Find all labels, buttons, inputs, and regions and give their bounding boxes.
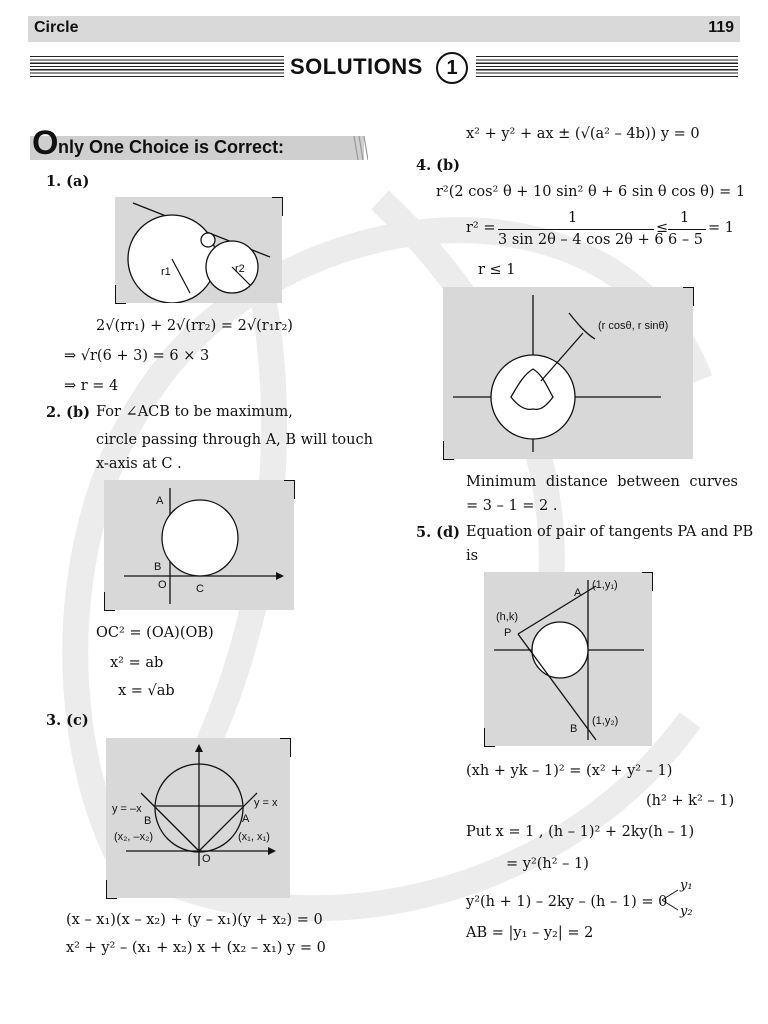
q3-fig-x1: (x₁, x₁) (238, 831, 270, 843)
fig-corner (280, 738, 291, 757)
q4-fig-label: (r cosθ, r sinθ) (598, 320, 669, 332)
q3-eq3: x² + y² + ax ± (√(a² – 4b)) y = 0 (466, 126, 700, 142)
title-rule-left (30, 56, 284, 78)
banner-end-stripes (352, 136, 368, 160)
q1-figure (115, 197, 282, 303)
q5-eq6: AB = |y₁ – y₂| = 2 (466, 925, 594, 941)
fig-corner (106, 880, 117, 899)
q4-eq2-den2: 6 – 5 (668, 232, 703, 248)
title-rule-right (476, 56, 738, 78)
q5-eq5-y2: y₂ (680, 904, 693, 919)
q3-fig-B: B (144, 815, 152, 827)
q5-fig-y1: (1,y₁) (592, 579, 618, 591)
q5-line1: Equation of pair of tangents PA and PB (466, 524, 754, 540)
q4-eq2-rhs: = 1 (708, 220, 734, 236)
q2-fig-B: B (154, 561, 162, 573)
q1-eq3: ⇒ r = 4 (64, 378, 119, 394)
q3-fig-y-neg-x: y = –x (112, 803, 142, 815)
fig-corner (284, 480, 295, 499)
q3-fig-y-x: y = x (254, 797, 278, 809)
section-title: nly One Choice is Correct: (58, 137, 285, 157)
q5-fig-A: A (574, 587, 582, 599)
q4-label: 4. (b) (416, 157, 461, 174)
q5-eq2: (h² + k² – 1) (646, 793, 735, 809)
q4-eq1: r²(2 cos² θ + 10 sin² θ + 6 sin θ cos θ) = 1 (436, 184, 746, 200)
q3-figure (106, 738, 290, 898)
q2-label: 2. (b) (46, 404, 91, 421)
q2-line1: For ∠ACB to be maximum, (96, 404, 293, 420)
q4-text1: Minimum distance between curves (466, 474, 738, 490)
q2-fig-C: C (196, 583, 204, 595)
q1-eq2: ⇒ √r(6 + 3) = 6 × 3 (64, 348, 210, 364)
q2-fig-A: A (156, 495, 164, 507)
q1-fig-r2: r2 (235, 263, 245, 275)
q2-line3: x-axis at C . (96, 456, 182, 472)
q5-fig-P: P (504, 627, 512, 639)
q5-fig-hk: (h,k) (496, 611, 518, 623)
q1-eq1: 2√(rr₁) + 2√(rr₂) = 2√(r₁r₂) (96, 318, 293, 334)
q4-eq2-den: 3 sin 2θ – 4 cos 2θ + 6 (498, 232, 664, 248)
solutions-number: 1 (436, 52, 468, 84)
q2-eq2: x² = ab (110, 655, 164, 671)
q5-figure (484, 572, 652, 746)
fraction-bar (668, 229, 706, 230)
q4-eq2-num2: 1 (680, 210, 690, 226)
q3-fig-x2: (x₂, –x₂) (114, 831, 154, 843)
fig-corner (484, 728, 495, 747)
q4-eq2-le: ≤ (656, 220, 669, 236)
q1-label: 1. (a) (46, 173, 90, 190)
q3-eq2: x² + y² – (x₁ + x₂) x + (x₂ – x₁) y = 0 (66, 940, 326, 956)
chapter-title: Circle (34, 19, 79, 36)
branch-arrows (660, 886, 680, 914)
q5-label: 5. (d) (416, 524, 461, 541)
q3-fig-O: O (202, 853, 211, 865)
q1-fig-r1: r1 (161, 266, 171, 278)
fig-corner (115, 285, 126, 304)
q4-figure (443, 287, 693, 459)
fig-corner (272, 197, 283, 216)
q3-label: 3. (c) (46, 712, 89, 729)
q5-eq4: = y²(h² – 1) (506, 856, 589, 872)
solutions-title: SOLUTIONS (290, 54, 423, 79)
section-initial: O (32, 124, 59, 162)
q2-line2: circle passing through A, B will touch (96, 432, 373, 448)
q4-text2: = 3 – 1 = 2 . (466, 498, 558, 514)
q2-fig-O: O (158, 579, 167, 591)
q4-eq2-lhs: r² = (466, 220, 496, 236)
q5-eq1: (xh + yk – 1)² = (x² + y² – 1) (466, 763, 673, 779)
page-number: 119 (708, 19, 734, 36)
q5-eq3: Put x = 1 , (h – 1)² + 2ky(h – 1) (466, 824, 695, 840)
fig-corner (683, 287, 694, 306)
q4-eq3: r ≤ 1 (478, 262, 516, 278)
running-header (28, 16, 740, 42)
fig-corner (443, 441, 454, 460)
q5-eq5-y1: y₁ (680, 878, 693, 893)
q2-figure (104, 480, 294, 610)
fig-corner (104, 592, 115, 611)
fig-corner (642, 572, 653, 591)
q3-fig-A: A (242, 813, 250, 825)
q2-eq3: x = √ab (118, 683, 175, 699)
q5-eq5: y²(h + 1) – 2ky – (h – 1) = 0 (466, 894, 668, 910)
q5-fig-B: B (570, 723, 578, 735)
q5-line2: is (466, 548, 479, 564)
q3-eq1: (x – x₁)(x – x₂) + (y – x₁)(y + x₂) = 0 (66, 912, 323, 928)
q4-eq2-num: 1 (568, 210, 578, 226)
q5-fig-y2: (1,y₂) (592, 715, 619, 727)
q2-eq1: OC² = (OA)(OB) (96, 625, 214, 641)
fraction-bar (498, 229, 654, 230)
